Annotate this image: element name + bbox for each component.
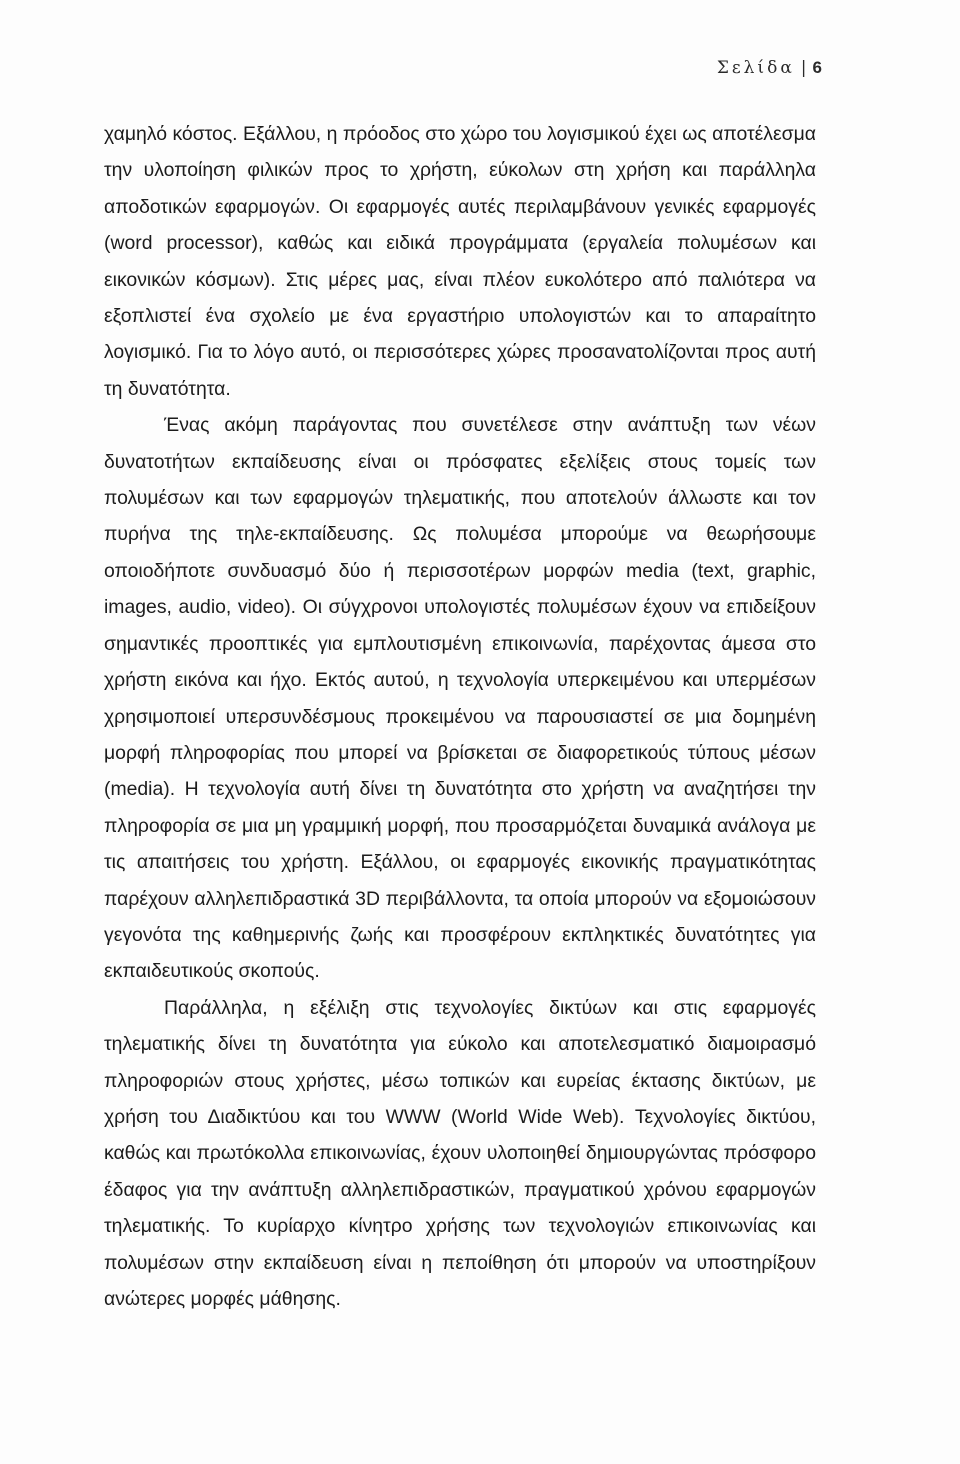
running-title: Σελίδα	[716, 58, 795, 78]
paragraph-1: χαμηλό κόστος. Εξάλλου, η πρόοδος στο χώρο του λογισμικού έχει ως αποτέλεσμα την υλοποίηση φιλικών προς το χρήστη, εύκολων στη χρήση και παράλληλα αποδοτικών εφαρμογών. Οι εφαρμογές αυτές περιλαμβάνουν γενικές εφαρμογές (word processor), καθώς και ειδικά προγράμματα (εργαλεία πολυμέσων και εικονικών κόσμων). Στις μέρες μας, είναι πλέον ευκολότερο από παλιότερα να εξοπλιστεί ένα σχολείο με ένα εργαστήριο υπολογιστών και το απαραίτητο λογισμικό. Για το λόγο αυτό, οι περισσότερες χώρες προσανατολίζονται προς αυτή τη δυνατότητα.	[104, 123, 816, 400]
header-separator: |	[800, 58, 807, 78]
page-header	[717, 58, 822, 78]
paragraph-2: Ένας ακόμη παράγοντας που συνετέλεσε στην ανάπτυξη των νέων δυνατοτήτων εκπαίδευσης είναι οι πρόσφατες εξελίξεις στους τομείς των πολυμέσων και των εφαρμογών τηλεματικής, που αποτελούν άλλωστε και τον πυρήνα της τηλε-εκπαίδευσης. Ως πολυμέσα μπορούμε να θεωρήσουμε οποιοδήποτε συνδυασμό δύο ή περισσοτέρων μορφών media (text, graphic, images, audio, video). Οι σύγχρονοι υπολογιστές πολυμέσων έχουν να επιδείξουν σημαντικές προοπτικές για εμπλουτισμένη επικοινωνία, παρέχοντας άμεσα στο χρήστη εικόνα και ήχο. Εκτός αυτού, η τεχνολογία υπερκειμένου και υπερμέσων χρησιμοποιεί υπερσυνδέσμους προκειμένου να παρουσιαστεί σε μια δομημένη μορφή πληροφορίας που μπορεί να βρίσκεται σε διαφορετικούς τύπους μέσων (media). Η τεχνολογία αυτή δίνει τη δυνατότητα στο χρήστη να αναζητήσει την πληροφορία σε μια μη γραμμική μορφή, που προσαρμόζεται δυναμικά ανάλογα με τις απαιτήσεις του χρήστη. Εξάλλου, οι εφαρμογές εικονικής πραγματικότητας παρέχουν αλληλεπιδραστικά 3D περιβάλλοντα, τα οποία μπορούν να εξομοιώσουν γεγονότα της καθημερινής ζωής και προσφέρουν εκπληκτικές δυνατότητες για εκπαιδευτικούς σκοπούς.	[104, 414, 816, 983]
page-number: 6	[812, 58, 822, 77]
document-body	[104, 116, 816, 1317]
paragraph-3: Παράλληλα, η εξέλιξη στις τεχνολογίες δικτύων και στις εφαρμογές τηλεματικής δίνει τη δυνατότητα για εύκολο και αποτελεσματικό διαμοιρασμό πληροφοριών στους χρήστες, μέσω τοπικών και ευρείας έκτασης δικτύων, με χρήση του Διαδικτύου και του WWW (World Wide Web). Τεχνολογίες δικτύου, καθώς και πρωτόκολλα επικοινωνίας, έχουν υλοποιηθεί δημιουργώντας πρόσφορο έδαφος για την ανάπτυξη αλληλεπιδραστικών, πραγματικού χρόνου εφαρμογών τηλεματικής. Το κυρίαρχο κίνητρο χρήσης των τεχνολογιών επικοινωνίας και πολυμέσων στην εκπαίδευση είναι η πεποίθηση ότι μπορούν να υποστηρίξουν ανώτερες μορφές μάθησης.	[104, 996, 816, 1310]
